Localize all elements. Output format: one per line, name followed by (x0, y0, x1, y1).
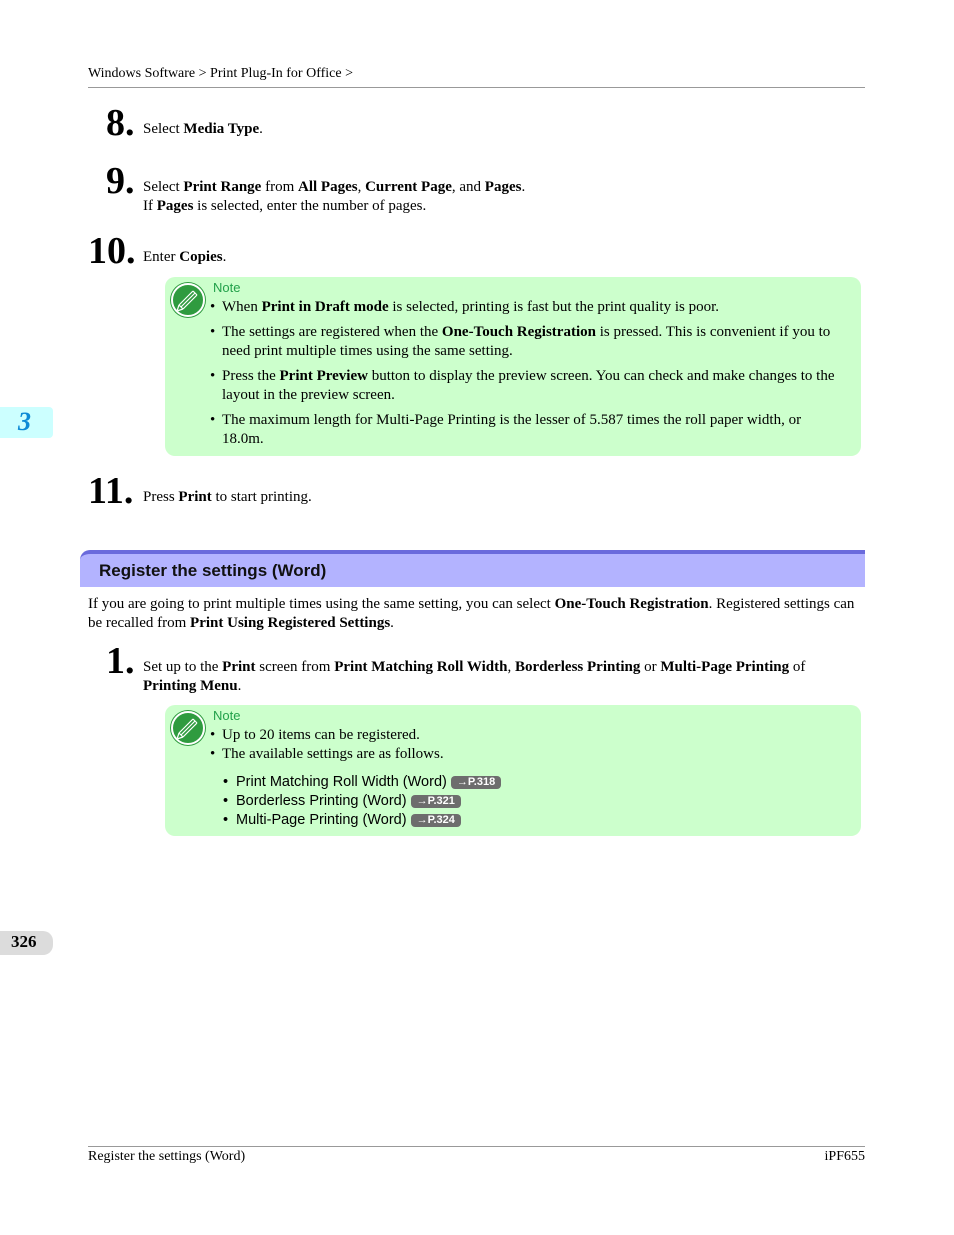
note-item: • The available settings are as follows. (210, 745, 843, 764)
note-list (210, 726, 843, 764)
step-1-number: 1. (106, 640, 135, 682)
note-box-2 (165, 705, 861, 836)
breadcrumb: Windows Software > Print Plug-In for Office > (88, 66, 353, 81)
step-10-number: 10. (88, 230, 136, 272)
page-reference-link[interactable]: →P.324 (411, 814, 461, 827)
section-intro: If you are going to print multiple times using the same setting, you can select One-Touch Registration. Registered settings can be recalled from Print Using Registered Settings. (88, 596, 855, 631)
footer-section-title: Register the settings (Word) (88, 1149, 246, 1164)
note-label: Note (213, 708, 241, 723)
step-11-number: 11. (88, 470, 134, 512)
step-11-text: Press Print to start printing. (143, 489, 312, 505)
note-item: • Up to 20 items can be registered. (210, 726, 843, 745)
step-8-number: 8. (106, 102, 135, 144)
note-item: • Press the Print Preview button to display the preview screen. You can check and make changes to the layout in the preview screen. (210, 367, 843, 405)
pencil-note-icon (171, 711, 205, 745)
page-number: 326 (11, 932, 37, 951)
note-item: • When Print in Draft mode is selected, printing is fast but the print quality is poor. (210, 298, 843, 317)
reference-links (223, 773, 501, 830)
section-heading-bar (80, 550, 865, 587)
page-reference-link[interactable]: →P.321 (411, 795, 461, 808)
link-item: • Borderless Printing (Word) →P.321 (223, 792, 501, 811)
page-reference-link[interactable]: →P.318 (451, 776, 501, 789)
step-8-text: Select Media Type. (143, 121, 263, 137)
footer-model: iPF655 (824, 1149, 865, 1164)
note-label: Note (213, 280, 241, 295)
note-list (210, 298, 843, 449)
section-title: Register the settings (Word) (99, 561, 327, 580)
step-9-number: 9. (106, 160, 135, 202)
link-item: • Multi-Page Printing (Word) →P.324 (223, 811, 501, 830)
footer-rule (88, 1146, 865, 1147)
pencil-note-icon (171, 283, 205, 317)
note-item: • The maximum length for Multi-Page Printing is the lesser of 5.587 times the roll paper width, or 18.0m. (210, 411, 843, 449)
chapter-tab[interactable] (0, 407, 53, 438)
note-box (165, 277, 861, 456)
link-item: • Print Matching Roll Width (Word) →P.318 (223, 773, 501, 792)
step-9-text: Select Print Range from All Pages, Current Page, and Pages. If Pages is selected, enter the number of pages. (143, 179, 526, 214)
page-number-tab (0, 931, 53, 955)
step-1-text: Set up to the Print screen from Print Matching Roll Width, Borderless Printing or Multi-Page Printing of Printing Menu. (143, 659, 806, 694)
header-rule (88, 87, 865, 88)
step-10-text: Enter Copies. (143, 249, 227, 265)
chapter-number: 3 (18, 407, 31, 436)
note-item: • The settings are registered when the One-Touch Registration is pressed. This is convenient if you to need print multiple times using the same setting. (210, 323, 843, 361)
